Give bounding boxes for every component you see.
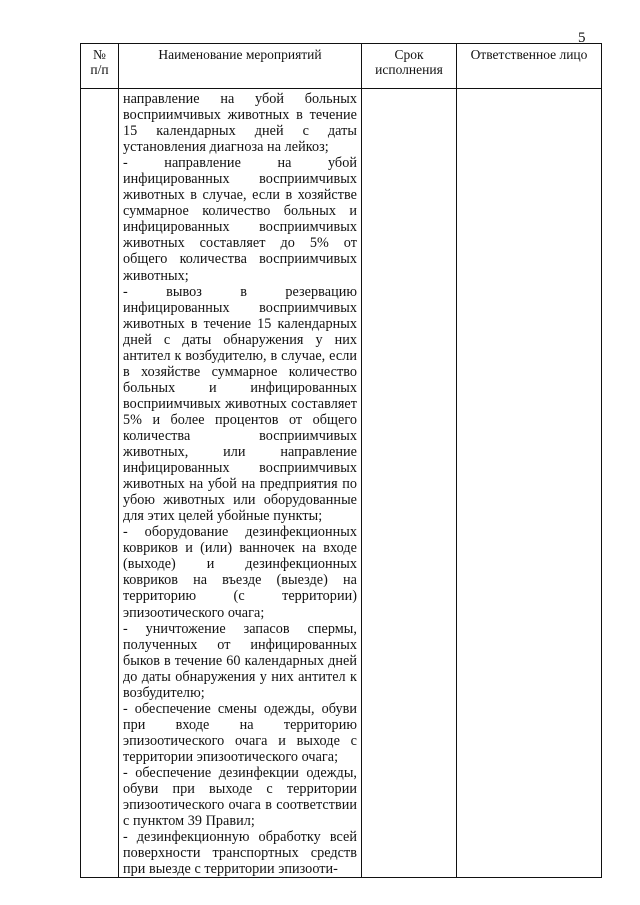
measures-table: [80, 43, 602, 878]
header-name: Наименование мероприятий: [119, 44, 362, 89]
measure-paragraph: - обеспечение дезинфекции одежды, обуви при выходе с территории эпизоотического очага в соответствии с пунктом 39 Правил;: [123, 764, 357, 830]
measures-text: [123, 91, 357, 877]
measure-paragraph: - вывоз в резервацию инфицированных восприимчивых животных в течение 15 календарных дней с даты обнаружения у них антител к возбудителю, в случае, если в хозяйстве суммарное количество больных и инфицированных восприимчивых животных составляет 5% и более процентов от общего количества восприимчивых животных, или направление инфицированных восприимчивых животных на убой на предприятия по убою животных или оборудованные для этих целей убойные пункты;: [123, 283, 357, 525]
cell-num: [81, 89, 119, 878]
measure-paragraph: - дезинфекционную обработку всей поверхности транспортных средств при выезде с территории эпизооти-: [123, 829, 357, 878]
cell-term: [362, 89, 457, 878]
header-term: Срок исполнения: [362, 44, 457, 89]
table-header-row: [81, 44, 602, 89]
measure-paragraph: - направление на убой инфицированных восприимчивых животных в случае, если в хозяйстве суммарное количество больных и инфицированных восприимчивых животных составляет до 5% от общего количества восприимчивых животных;: [123, 155, 357, 284]
cell-responsible: [457, 89, 602, 878]
page-number: 5: [578, 30, 586, 46]
header-num: № п/п: [81, 44, 119, 89]
header-responsible: Ответственное лицо: [457, 44, 602, 89]
measure-paragraph: - обеспечение смены одежды, обуви при входе на территорию эпизоотического очага и выходе с территории эпизоотического очага;: [123, 700, 357, 765]
table-row: [81, 89, 602, 878]
measure-paragraph: направление на убой больных восприимчивых животных в течение 15 календарных дней с даты установления диагноза на лейкоз;: [123, 91, 357, 156]
cell-name: [119, 89, 362, 878]
measure-paragraph: - уничтожение запасов спермы, полученных от инфицированных быков в течение 60 календарных дней до даты обнаружения у них антител к возбудителю;: [123, 620, 357, 701]
measure-paragraph: - оборудование дезинфекционных ковриков и (или) ванночек на входе (выходе) и дезинфекционных ковриков на въезде (выезде) на территорию (с территории) эпизоотического очага;: [123, 524, 357, 621]
